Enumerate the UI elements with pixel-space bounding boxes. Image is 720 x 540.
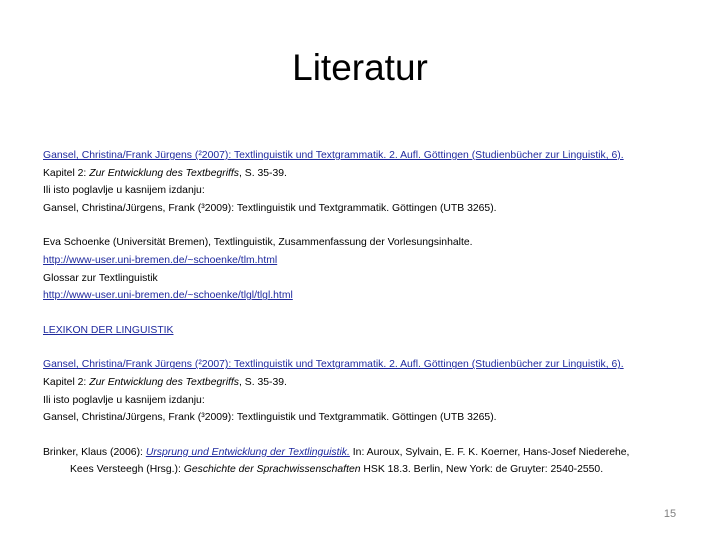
kapitel-line-repeat <box>43 374 703 392</box>
kapitel-pages: , S. 35-39. <box>239 167 287 179</box>
gansel-2007-link[interactable]: Gansel, Christina/Frank Jürgens (²2007): Textlinguistik und Textgrammatik. 2. Aufl. Göttingen (Studienbücher zur Linguistik, 6). <box>43 150 624 161</box>
brinker-line-1 <box>43 444 703 462</box>
schoenke-text: Eva Schoenke (Universität Bremen), Textlinguistik, Zusammenfassung der Vorlesungsinhalte. <box>43 237 473 249</box>
kapitel-title: Zur Entwicklung des Textbegriffs <box>89 376 239 388</box>
spacer <box>43 305 703 322</box>
kapitel-title: Zur Entwicklung des Textbegriffs <box>89 167 239 179</box>
schoenke-tlgl-link[interactable]: http://www-user.uni-bremen.de/~schoenke/tlgl/tlgl.html <box>43 290 293 302</box>
isto-poglavlje-text-repeat: Ili isto poglavlje u kasnijem izdanju: <box>43 394 205 406</box>
spacer <box>43 427 703 444</box>
isto-poglavlje-text: Ili isto poglavlje u kasnijem izdanju: <box>43 185 205 197</box>
gansel-2007-link-repeat[interactable]: Gansel, Christina/Frank Jürgens (²2007): Textlinguistik und Textgrammatik. 2. Aufl. Göttingen (Studienbücher zur Linguistik, 6). <box>43 359 624 371</box>
spacer <box>43 217 703 234</box>
kapitel-prefix: Kapitel 2: <box>43 167 90 179</box>
lexikon-link[interactable]: LEXIKON DER LINGUISTIK <box>43 324 174 336</box>
brinker-publisher: HSK 18.3. Berlin, New York: de Gruyter: 2540-2550. <box>360 464 604 476</box>
brinker-line-2 <box>43 461 703 479</box>
gansel-2009-text-repeat: Gansel, Christina/Jürgens, Frank (³2009): Textlinguistik und Textgrammatik. Göttingen (UTB 3265). <box>43 412 497 424</box>
bibliography <box>43 147 703 479</box>
brinker-editors: Kees Versteegh (Hrsg.): <box>70 464 184 476</box>
kapitel-prefix: Kapitel 2: <box>43 376 90 388</box>
glossar-text: Glossar zur Textlinguistik <box>43 272 158 284</box>
brinker-author: Brinker, Klaus (2006): <box>43 446 146 458</box>
kapitel-line <box>43 165 703 183</box>
spacer <box>43 339 703 356</box>
brinker-in: In: Auroux, Sylvain, E. F. K. Koerner, Hans-Josef Niederehe, <box>349 446 630 458</box>
gansel-2009-text: Gansel, Christina/Jürgens, Frank (³2009): Textlinguistik und Textgrammatik. Göttingen (UTB 3265). <box>43 202 497 214</box>
page-number: 15 <box>663 508 677 520</box>
brinker-title-link[interactable]: Ursprung und Entwicklung der Textlinguistik. <box>145 446 350 458</box>
schoenke-tlm-link[interactable]: http://www-user.uni-bremen.de/~schoenke/tlm.html <box>43 254 278 266</box>
brinker-series: Geschichte der Sprachwissenschaften <box>183 464 361 476</box>
slide-title: Literatur <box>292 47 428 88</box>
kapitel-pages: , S. 35-39. <box>239 376 287 388</box>
